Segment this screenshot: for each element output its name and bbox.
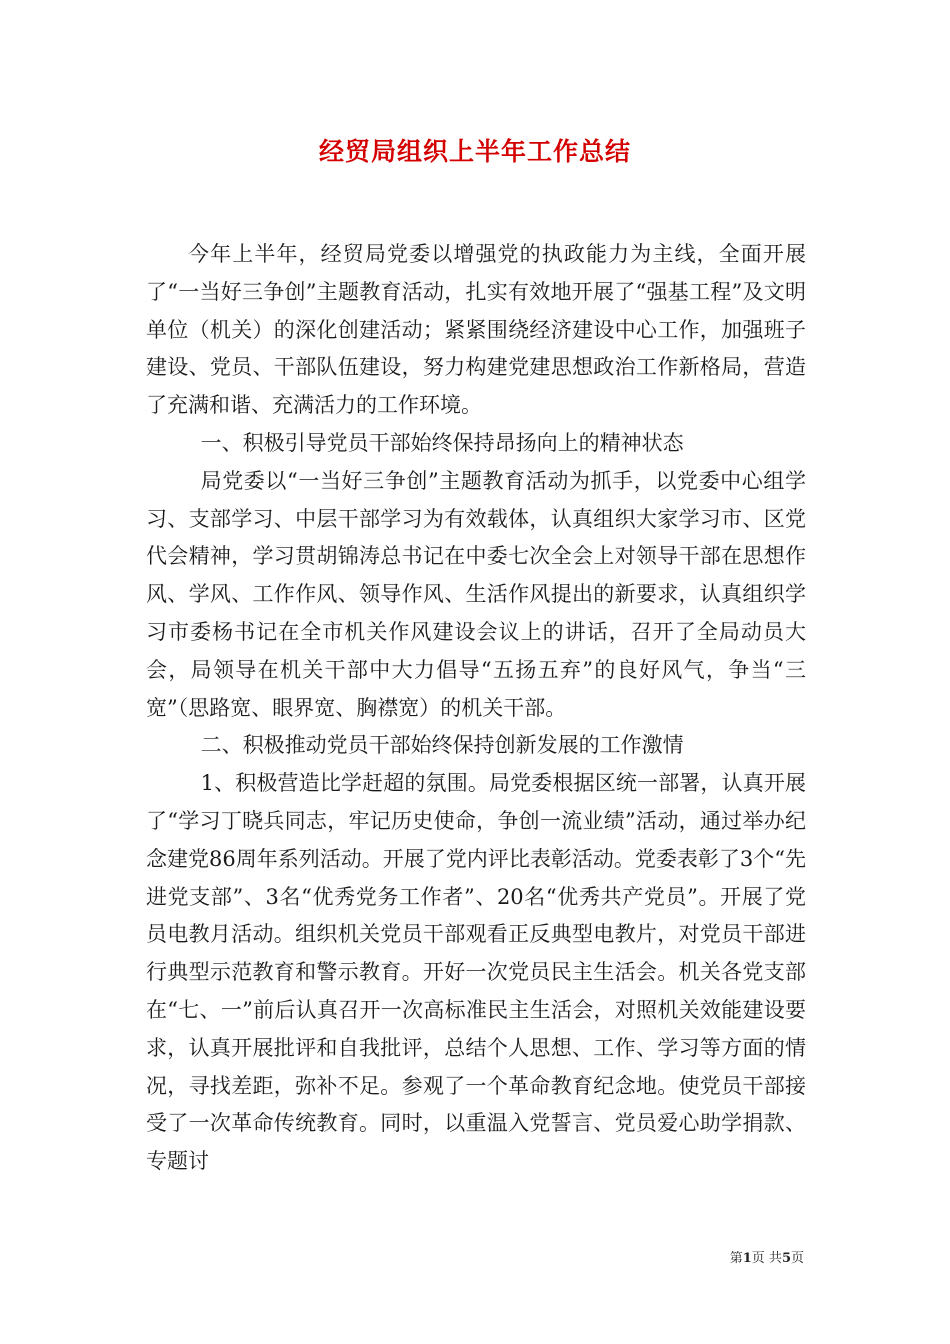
section-heading-2: 二、积极推动党员干部始终保持创新发展的工作激情 bbox=[200, 733, 684, 758]
paragraph-intro: 今年上半年，经贸局党委以增强党的执政能力为主线，全面开展了“一当好三争创”主题教育活动，扎实有效地开展了“强基工程”及文明单位（机关）的深化创建活动；紧紧围绕经济建设中心工作，加强班子建设、党员、干部队伍建设，努力构建党建思想政治工作新格局，营造了充满和谐、充满活力的工作环境。 bbox=[146, 242, 806, 418]
paragraph-section-1: 局党委以“一当好三争创”主题教育活动为抓手，以党委中心组学习、支部学习、中层干部学习为有效载体，认真组织大家学习市、区党代会精神，学习贯胡锦涛总书记在中委七次全会上对领导干部在思想作风、学风、工作作风、领导作风、生活作风提出的新要求，认真组织学习市委杨书记在全市机关作风建设会议上的讲话，召开了全局动员大会，局领导在机关干部中大力倡导“五扬五弃”的良好风气，争当“三宽”（思路宽、眼界宽、胸襟宽）的机关干部。 bbox=[146, 468, 806, 720]
paragraph-section-2-item-1: 1、积极营造比学赶超的氛围。局党委根据区统一部署，认真开展了“学习丁晓兵同志，牢记历史使命，争创一流业绩”活动，通过举办纪念建党86周年系列活动。开展了党内评比表彰活动。党委表彰了3个“先进党支部”、3名“优秀党务工作者”、20名“优秀共产党员”。开展了党员电教月活动。组织机关党员干部观看正反典型电教片，对党员干部进行典型示范教育和警示教育。开好一次党员民主生活会。机关各党支部在“七、一”前后认真召开一次高标准民主生活会，对照机关效能建设要求，认真开展批评和自我批评，总结个人思想、工作、学习等方面的情况，寻找差距，弥补不足。参观了一个革命教育纪念地。使党员干部接受了一次革命传统教育。同时，以重温入党誓言、党员爱心助学捐款、专题讨 bbox=[146, 771, 806, 1174]
footer-prefix: 第 bbox=[729, 1251, 743, 1266]
document-title: 经贸局组织上半年工作总结 bbox=[318, 137, 631, 166]
footer-total-pages: 5 bbox=[781, 1251, 791, 1266]
section-heading-1: 一、积极引导党员干部始终保持昂扬向上的精神状态 bbox=[200, 430, 684, 455]
footer-middle: 页 共 bbox=[751, 1251, 782, 1266]
footer-suffix: 页 bbox=[790, 1251, 804, 1266]
document-body bbox=[146, 236, 806, 1181]
page-number-footer bbox=[730, 1247, 804, 1266]
footer-page-number: 1 bbox=[742, 1251, 752, 1266]
